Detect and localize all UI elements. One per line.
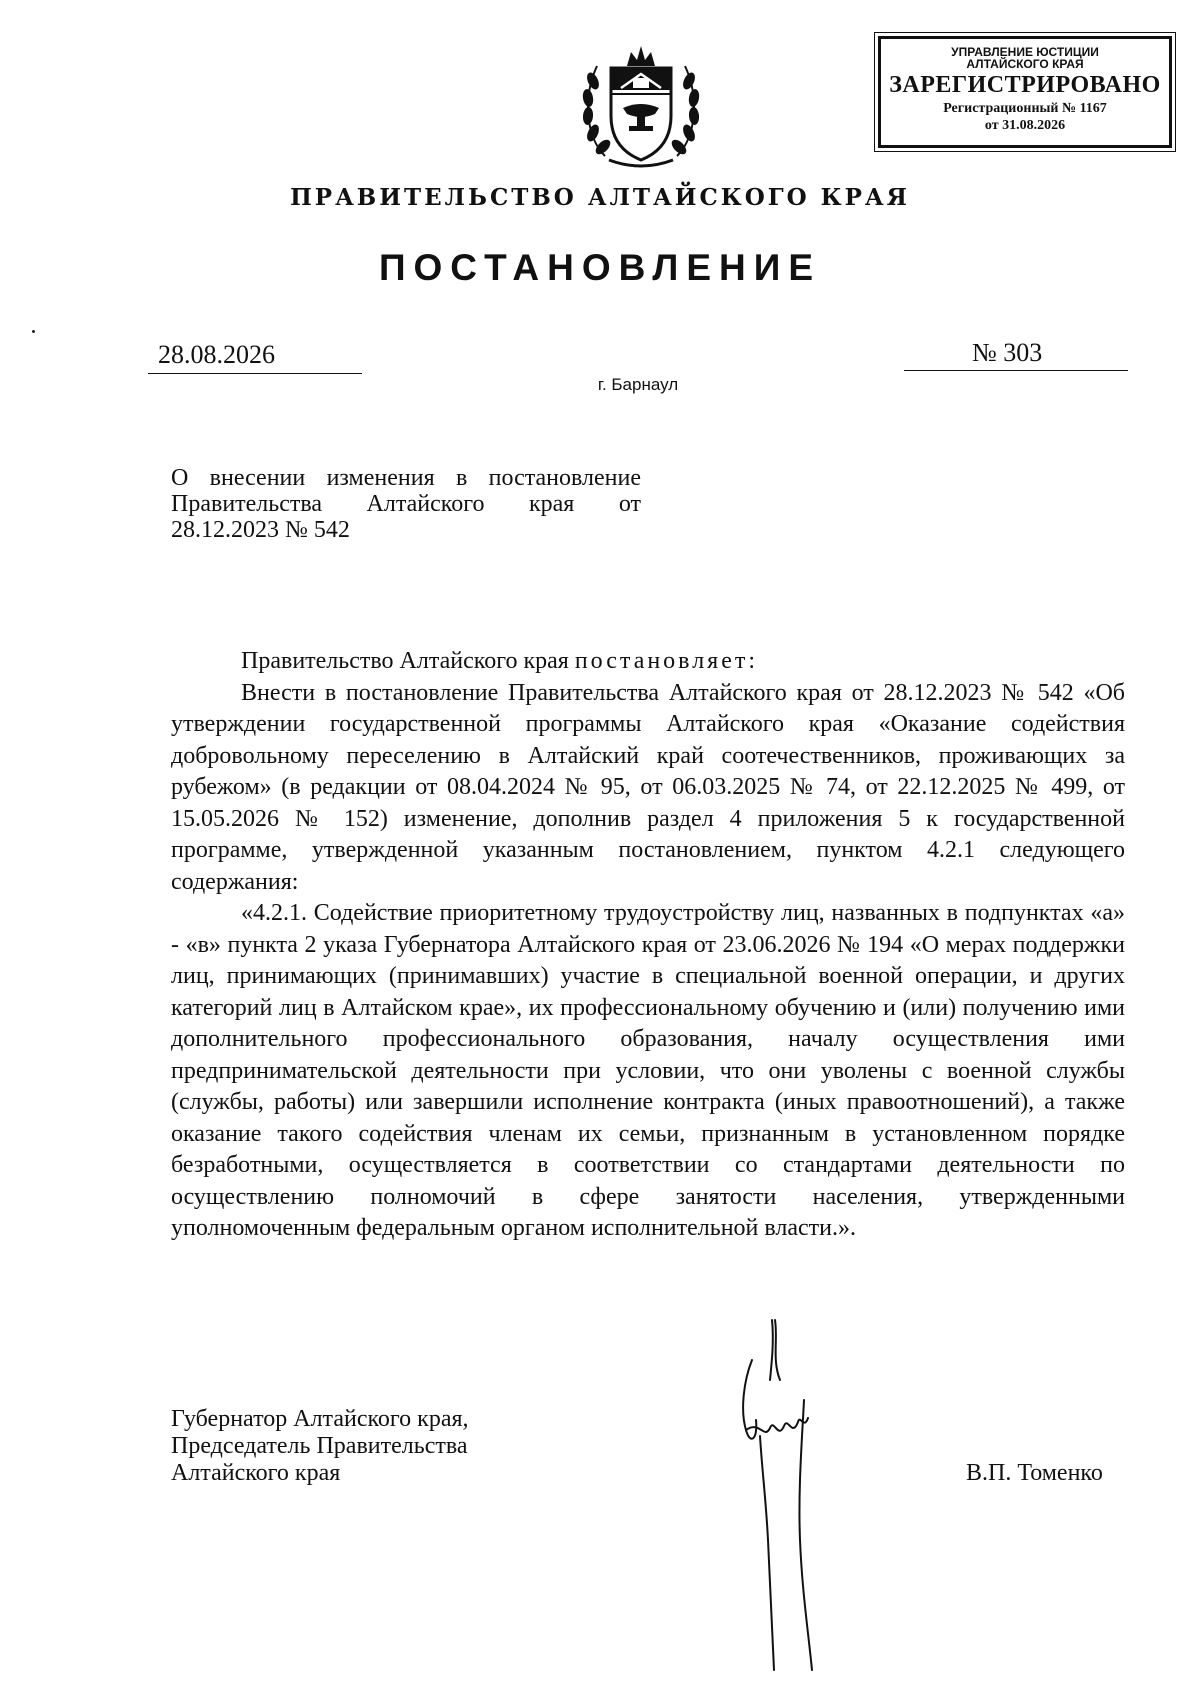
paragraph-clause-4-2-1: «4.2.1. Содействие приоритетному трудоустройству лиц, названных в подпунктах «а» - «в» пункта 2 указа Губернатора Алтайского края от 23.06.2026 № 194 «О мерах поддержки лиц, принимающих (принимавших) участие в специальной военной операции, и других категорий лиц в Алтайском крае», их профессиональному обучению и (или) получению ими дополнительного профессионального образования, началу осуществления ими предпринимательской деятельности при условии, что они уволены с военной службы (службы, работы) или завершили исполнение контракта (иных правоотношений), а также оказание такого содействия членам их семьи, признанным в установленном порядке безработными, осуществляется в соответствии со стандартами деятельности по осуществлению полномочий в сфере занятости населения, утвержденными уполномоченным федеральным органом исполнительной власти.». xyxy=(171,900,1125,1241)
date-underline xyxy=(148,373,362,374)
paragraph-amendment: Внести в постановление Правительства Алтайского края от 28.12.2023 № 542 «Об утверждении государственной программы Алтайского края «Оказание содействия добровольному переселению в Алтайский край соотечественников, проживающих за рубежом» (в редакции от 08.04.2024 № 95, от 06.03.2025 № 74, от 22.12.2025 № 499, от 15.05.2026 № 152) изменение, дополнив раздел 4 приложения 5 к государственной программе, утвержденной указанным постановлением, пунктом 4.2.1 следующего содержания: xyxy=(171,679,1125,895)
stamp-reg-date: от 31.08.2026 xyxy=(984,118,1066,133)
signature-icon xyxy=(700,1300,850,1680)
signatory-line-3: Алтайского края xyxy=(171,1460,341,1486)
stamp-status: ЗАРЕГИСТРИРОВАНО xyxy=(889,72,1161,98)
document-type: ПОСТАНОВЛЕНИЕ xyxy=(378,247,822,288)
document-subject xyxy=(171,465,641,543)
signatory-name: В.П. Томенко xyxy=(966,1460,1103,1486)
stamp-line-2: АЛТАЙСКОГО КРАЯ xyxy=(966,57,1084,71)
registration-stamp xyxy=(878,36,1172,148)
stamp-line-1: УПРАВЛЕНИЕ ЮСТИЦИИ xyxy=(951,45,1099,59)
signatory-title xyxy=(171,1406,469,1487)
signatory-line-2: Председатель Правительства xyxy=(171,1433,468,1459)
coat-of-arms-icon xyxy=(575,36,707,176)
stamp-reg-number: Регистрационный № 1167 xyxy=(943,101,1107,116)
document-body xyxy=(171,646,1125,1245)
intro-verb: постановляет: xyxy=(574,648,759,674)
document-date: 28.08.2026 xyxy=(158,340,275,369)
subject-line-1: О внесении изменения в постановление xyxy=(171,465,641,491)
signatory-line-1: Губернатор Алтайского края, xyxy=(171,1406,469,1432)
resolution-intro xyxy=(171,646,1125,678)
document-number: № 303 xyxy=(972,338,1043,367)
government-name: ПРАВИТЕЛЬСТВО АЛТАЙСКОГО КРАЯ xyxy=(290,184,910,211)
city: г. Барнаул xyxy=(597,375,679,394)
intro-lead: Правительство Алтайского края xyxy=(241,648,575,674)
subject-line-3: 28.12.2023 № 542 xyxy=(171,517,350,543)
number-underline xyxy=(904,370,1128,371)
subject-line-2: Правительства Алтайского края от xyxy=(171,491,641,517)
scan-speck xyxy=(32,330,35,333)
